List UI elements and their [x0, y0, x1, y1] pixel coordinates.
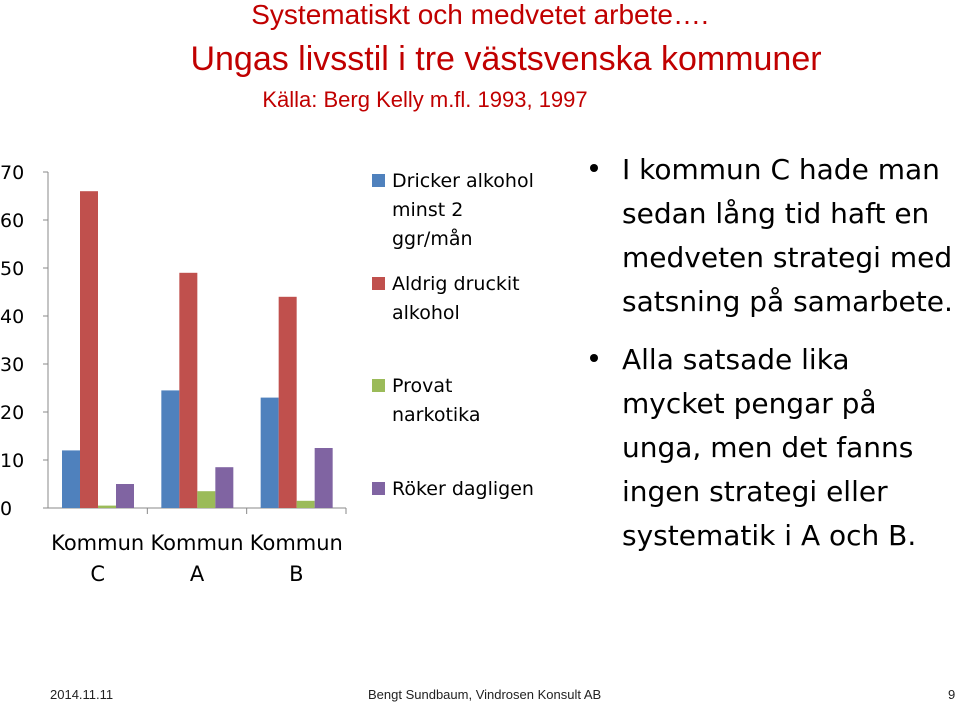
- bullet-text: I kommun C hade man sedan lång tid haft en medveten strategi med satsning på samarbete.: [622, 153, 953, 318]
- bar: [261, 398, 279, 508]
- bar: [215, 467, 233, 508]
- bullet-dot-icon: [590, 354, 598, 362]
- bar: [80, 191, 98, 508]
- bar-chart: [0, 150, 570, 590]
- y-tick-label: 60: [0, 210, 25, 232]
- y-tick-label: 50: [0, 258, 25, 280]
- bar: [297, 501, 315, 508]
- slide-subtitle: Ungas livsstil i tre västsvenska kommuner: [190, 40, 822, 78]
- y-tick-label: 30: [0, 354, 25, 376]
- x-tick-label: C: [90, 562, 106, 586]
- legend-swatch: [372, 482, 385, 495]
- legend-label: Aldrig druckit: [392, 273, 520, 295]
- legend-label: Dricker alkohol: [392, 170, 534, 192]
- bar: [315, 448, 333, 508]
- legend-label: narkotika: [392, 404, 481, 426]
- bar: [161, 390, 179, 508]
- y-tick-label: 10: [0, 450, 25, 472]
- bar: [179, 273, 197, 508]
- footer-page-number: 9: [948, 687, 956, 702]
- x-tick-label: B: [289, 562, 304, 586]
- x-tick-label: Kommun: [150, 531, 244, 555]
- bar: [197, 491, 215, 508]
- legend-swatch: [372, 174, 385, 187]
- legend-label: Provat: [392, 375, 453, 397]
- legend-label: Röker dagligen: [392, 478, 534, 500]
- footer-author: Bengt Sundbaum, Vindrosen Konsult AB: [368, 687, 602, 702]
- legend-swatch: [372, 379, 385, 392]
- bullet-dot-icon: [590, 164, 598, 172]
- bullet-item: [590, 148, 958, 324]
- footer-date: 2014.11.11: [50, 687, 114, 702]
- x-tick-label: Kommun: [51, 531, 145, 555]
- legend-label: ggr/mån: [392, 228, 473, 250]
- legend-label: alkohol: [392, 302, 460, 324]
- source-line: Källa: Berg Kelly m.fl. 1993, 1997: [262, 87, 588, 112]
- bullet-text: Alla satsade lika mycket pengar på unga, men det fanns ingen strategi eller systematik i A och B.: [622, 343, 917, 552]
- y-tick-label: 20: [0, 402, 25, 424]
- y-tick-label: 0: [0, 498, 13, 520]
- y-tick-label: 40: [0, 306, 25, 328]
- bullet-list: [590, 148, 958, 558]
- legend-swatch: [372, 277, 385, 290]
- slide-title: Systematiskt och medvetet arbete….: [251, 0, 709, 30]
- bar: [62, 450, 80, 508]
- x-tick-label: A: [189, 562, 205, 586]
- legend-label: minst 2: [392, 199, 464, 221]
- bar: [116, 484, 134, 508]
- bar: [98, 506, 116, 508]
- bar: [279, 297, 297, 508]
- y-tick-label: 70: [0, 162, 25, 184]
- bullet-item: [590, 338, 958, 558]
- x-tick-label: Kommun: [249, 531, 343, 555]
